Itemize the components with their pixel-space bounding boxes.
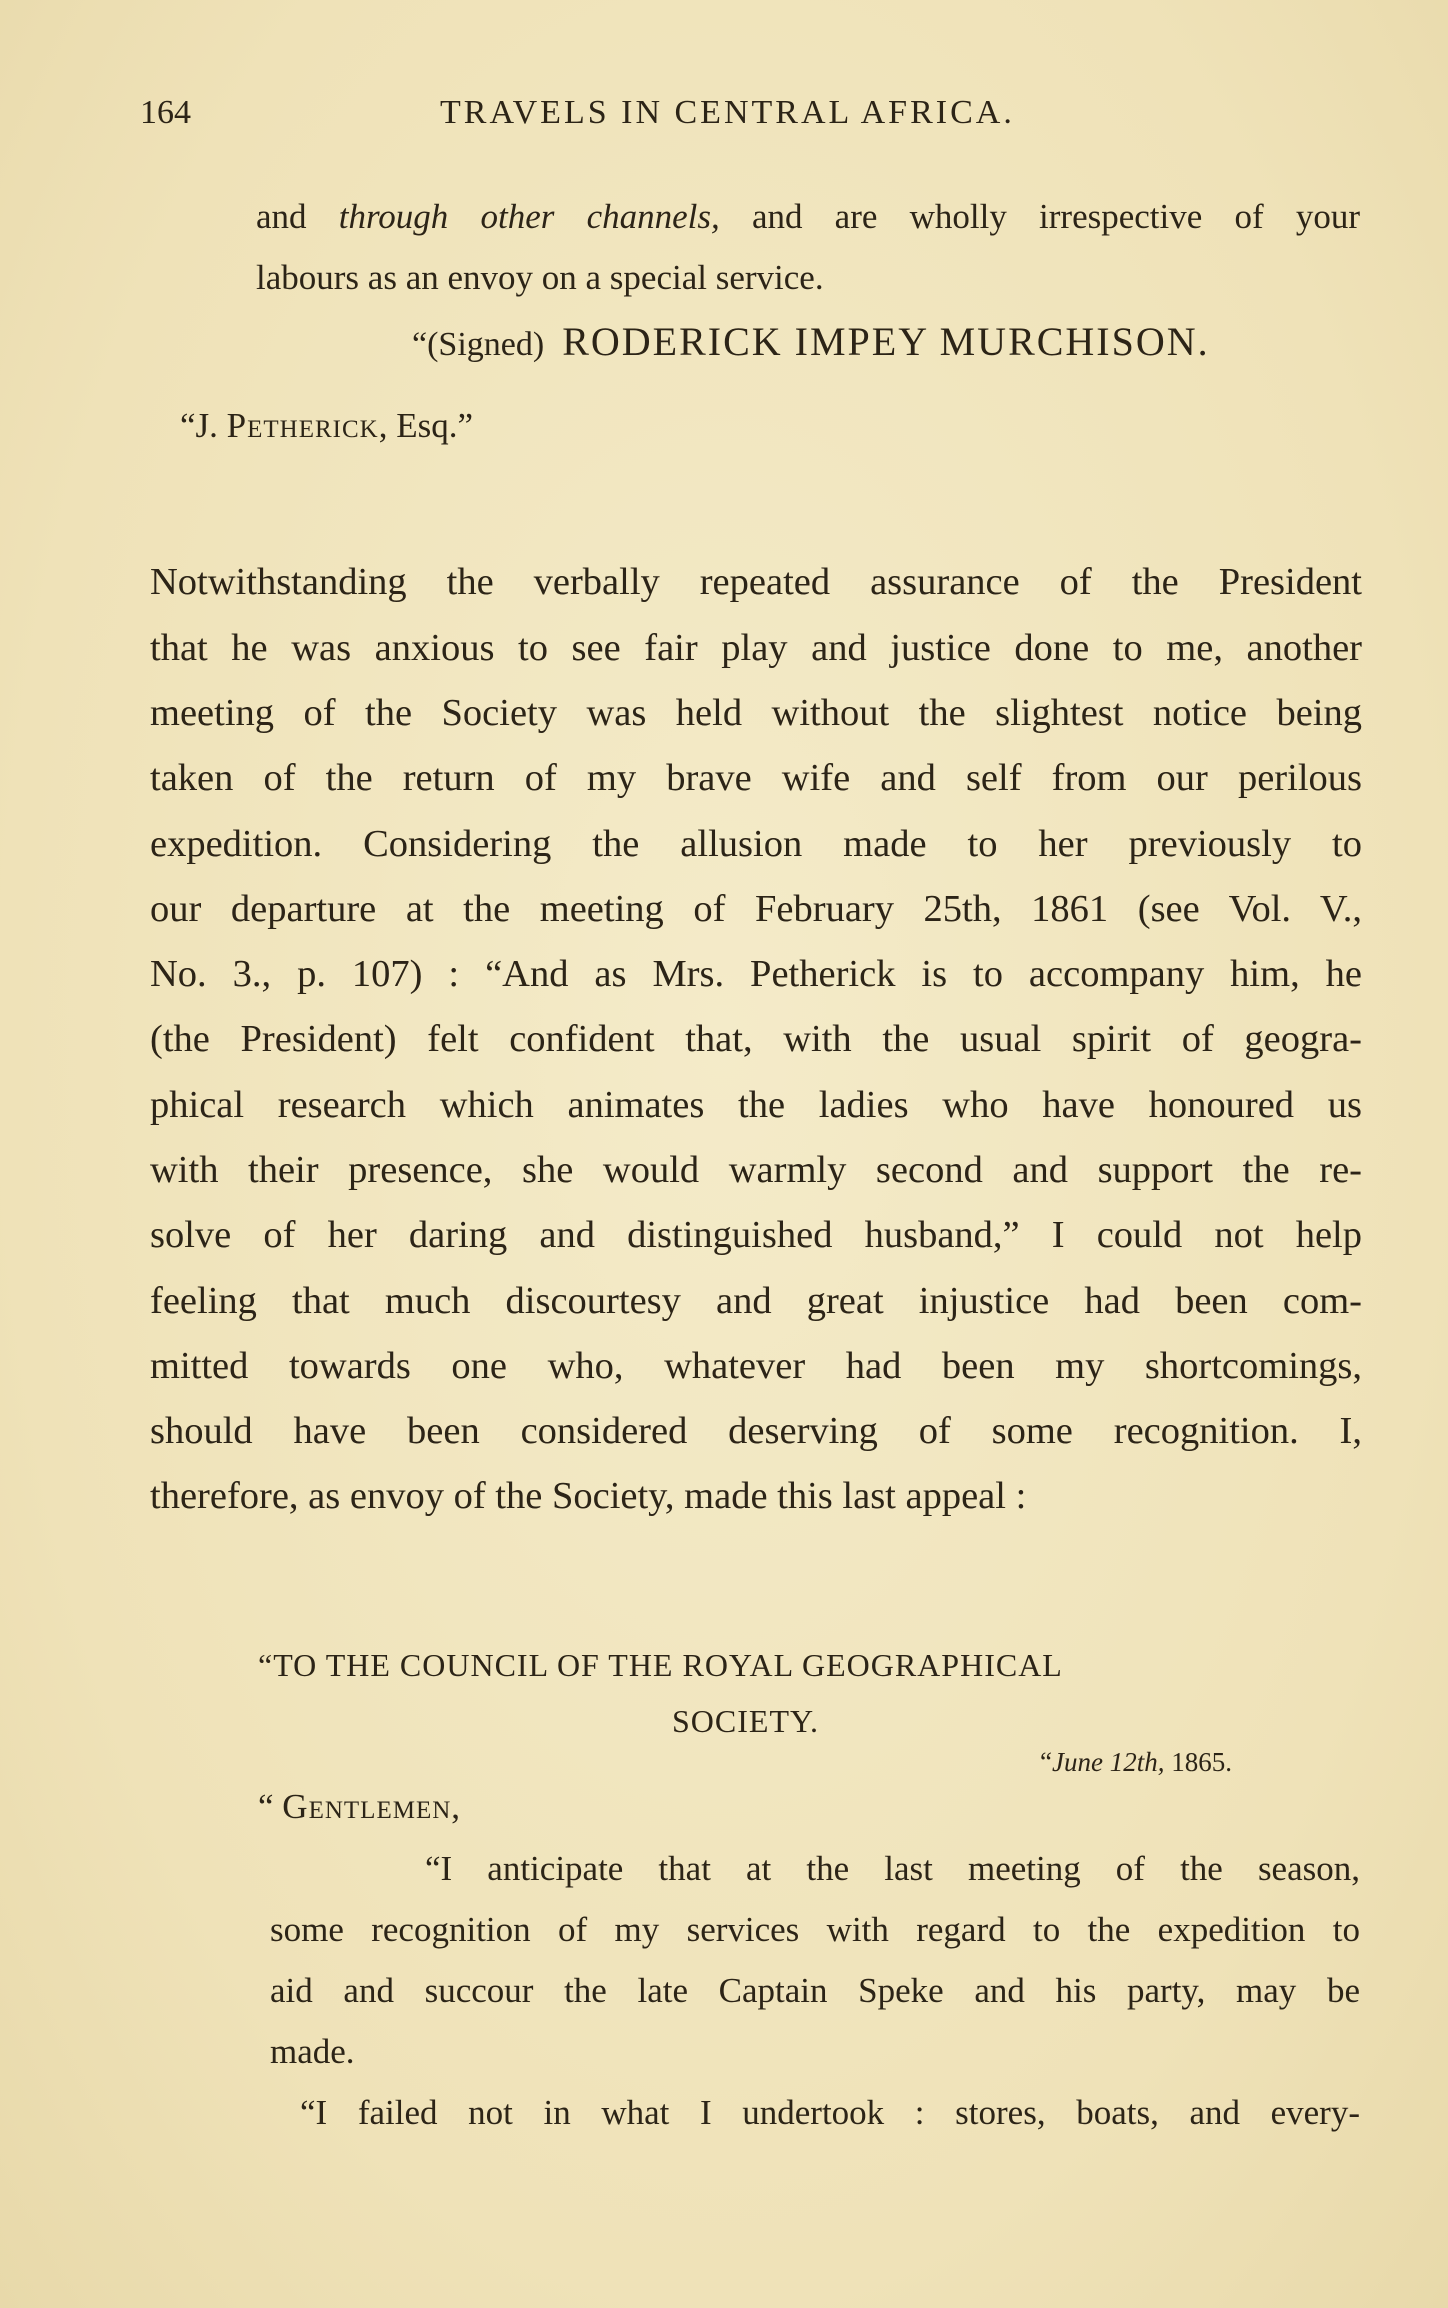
paragraph-line: solve of her daring and distinguished husband,” I could not help — [150, 1214, 1362, 1256]
page-number: 164 — [140, 94, 191, 131]
addressee-line: “J. Petherick, Esq.” — [180, 406, 474, 445]
signature-line — [412, 318, 1210, 365]
paragraph-line: should have been considered deserving of some recognition. I, — [150, 1410, 1362, 1452]
letter-line: “I anticipate that at the last meeting of the season, — [425, 1849, 1360, 1888]
paragraph-line: (the President) felt confident that, with the usual spirit of geogra- — [150, 1018, 1362, 1060]
letter-line: some recognition of my services with regard to the expedition to — [270, 1910, 1360, 1949]
letter-line: aid and succour the late Captain Speke and his party, may be — [270, 1971, 1360, 2010]
paragraph-line: Notwithstanding the verbally repeated assurance of the President — [150, 561, 1362, 603]
paragraph-line: phical research which animates the ladies who have honoured us — [150, 1084, 1362, 1126]
paragraph-line: mitted towards one who, whatever had been my shortcomings, — [150, 1345, 1362, 1387]
letter-line: “I failed not in what I undertook : stores, boats, and every- — [300, 2093, 1360, 2132]
paragraph-line: meeting of the Society was held without the slightest notice being — [150, 692, 1362, 734]
letter-end-line-2: labours as an envoy on a special service. — [256, 258, 824, 297]
letter-salutation: “ Gentlemen, — [258, 1787, 461, 1826]
paragraph-line: taken of the return of my brave wife and self from our perilous — [150, 757, 1362, 799]
paragraph-line: expedition. Considering the allusion made to her previously to — [150, 823, 1362, 865]
paragraph-line: feeling that much discourtesy and great injustice had been com- — [150, 1280, 1362, 1322]
paragraph-line: that he was anxious to see fair play and justice done to me, another — [150, 627, 1362, 669]
paragraph-line: with their presence, she would warmly second and support the re- — [150, 1149, 1362, 1191]
signed-name: RODERICK IMPEY MURCHISON. — [562, 319, 1210, 364]
running-title: TRAVELS IN CENTRAL AFRICA. — [440, 94, 1015, 131]
letter-heading-line-2: SOCIETY. — [672, 1703, 819, 1739]
paragraph-line: therefore, as envoy of the Society, made this last appeal : — [150, 1475, 1027, 1517]
paragraph-line: our departure at the meeting of February 25th, 1861 (see Vol. V., — [150, 888, 1362, 930]
letter-line: made. — [270, 2032, 355, 2071]
paragraph-line: No. 3., p. 107) : “And as Mrs. Petherick is to accompany him, he — [150, 953, 1362, 995]
letter-date: “June 12th, 1865. — [1040, 1747, 1232, 1777]
letter-heading-line-1: “TO THE COUNCIL OF THE ROYAL GEOGRAPHICAL — [258, 1647, 1063, 1683]
signed-prefix: “(Signed) — [412, 326, 545, 363]
letter-end-line-1: and through other channels, and are wholly irrespective of your — [256, 197, 1360, 236]
